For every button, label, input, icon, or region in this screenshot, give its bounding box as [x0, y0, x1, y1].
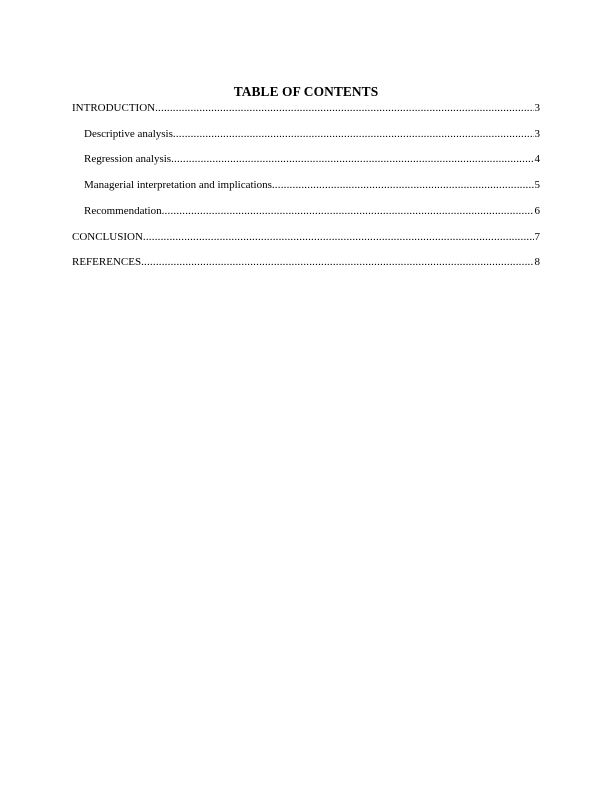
toc-entry-conclusion[interactable]: [72, 229, 540, 245]
toc-dot-leader: [162, 203, 534, 219]
toc-dot-leader: [272, 177, 534, 193]
toc-entry-page-number: 3: [534, 102, 540, 114]
toc-entry-page-number: 3: [534, 128, 540, 140]
toc-entry-page-number: 8: [534, 256, 540, 268]
toc-entry-managerial-interpretation[interactable]: [84, 177, 540, 193]
toc-entry-label: Regression analysis: [84, 153, 172, 165]
toc-entry-label: Descriptive analysis: [84, 128, 173, 140]
toc-entry-page-number: 7: [534, 231, 540, 243]
toc-entry-page-number: 6: [534, 205, 540, 217]
toc-dot-leader: [141, 254, 533, 270]
toc-entry-introduction[interactable]: [72, 100, 540, 116]
toc-dot-leader: [143, 229, 534, 245]
toc-entry-page-number: 5: [534, 179, 540, 191]
toc-title: TABLE OF CONTENTS: [233, 84, 379, 99]
toc-dot-leader: [171, 151, 533, 167]
toc-entry-label: INTRODUCTION: [72, 102, 156, 114]
toc-entry-page-number: 4: [534, 153, 540, 165]
toc-entry-references[interactable]: [72, 254, 540, 270]
toc-dot-leader: [173, 126, 534, 142]
toc-entry-regression-analysis[interactable]: [84, 151, 540, 167]
toc-entry-label: CONCLUSION: [72, 231, 143, 243]
toc-entry-recommendation[interactable]: [84, 203, 540, 219]
toc-dot-leader: [155, 100, 533, 116]
toc-entry-label: REFERENCES: [72, 256, 142, 268]
toc-entry-label: Recommendation: [84, 205, 162, 217]
toc-entry-label: Managerial interpretation and implications: [84, 179, 272, 191]
toc-entry-descriptive-analysis[interactable]: [84, 126, 540, 142]
